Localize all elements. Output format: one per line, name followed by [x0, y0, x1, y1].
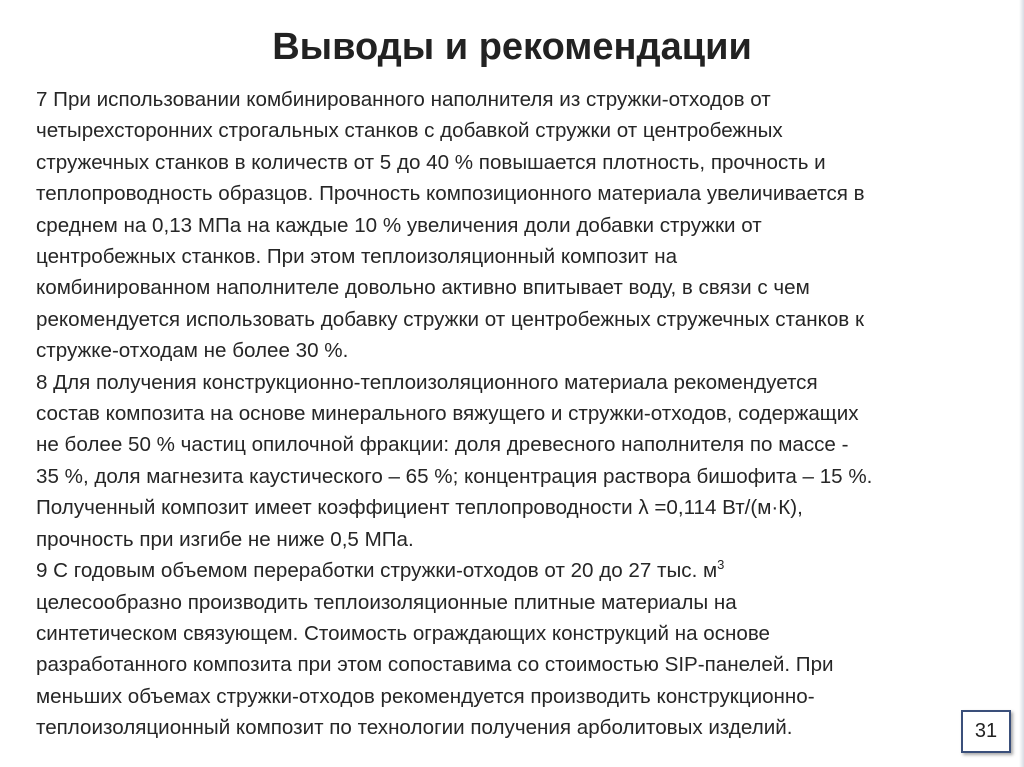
slide-title: Выводы и рекомендации	[272, 26, 752, 68]
text-line: среднем на 0,13 МПа на каждые 10 % увеличения доли добавки стружки от	[36, 213, 762, 237]
text-line: 35 %, доля магнезита каустического – 65 %; концентрация раствора бишофита – 15 %.	[36, 464, 873, 488]
text-line: стружечных станков в количеств от 5 до 40 % повышается плотность, прочность и	[36, 150, 826, 174]
slide-body	[36, 84, 996, 744]
text-line: 7 При использовании комбинированного наполнителя из стружки-отходов от	[36, 88, 771, 111]
text-line: комбинированном наполнителе довольно активно впитывает воду, в связи с чем	[36, 276, 810, 300]
text-line-main: 9 С годовым объемом переработки стружки-отходов от 20 до 27 тыс. м	[36, 559, 718, 583]
text-line: прочность при изгибе не ниже 0,5 МПа.	[36, 527, 414, 551]
text-line: стружке-отходам не более 30 %.	[36, 339, 349, 363]
text-line: синтетическом связующем. Стоимость ограждающих конструкций на основе	[36, 621, 770, 645]
page-number: 31	[974, 720, 998, 742]
superscript: 3	[717, 557, 725, 573]
text-line-with-superscript	[36, 555, 996, 586]
paragraph-8	[36, 367, 996, 555]
text-line: центробежных станков. При этом теплоизоляционный композит на	[36, 245, 678, 269]
slide-right-edge	[1019, 0, 1024, 767]
page-number-box	[961, 710, 1011, 753]
paragraph-7	[36, 84, 996, 367]
text-line: четырехсторонних строгальных станков с добавкой стружки от центробежных	[36, 119, 783, 143]
text-line: состав композита на основе минерального вяжущего и стружки-отходов, содержащих	[36, 402, 859, 426]
text-line: не более 50 % частиц опилочной фракции: доля древесного наполнителя по массе -	[36, 433, 849, 457]
text-line: 8 Для получения конструкционно-теплоизоляционного материала рекомендуется	[36, 370, 818, 394]
text-line: Полученный композит имеет коэффициент теплопроводности λ =0,114 Вт/(м·К),	[36, 496, 803, 520]
text-line: рекомендуется использовать добавку стружки от центробежных стружечных станков к	[36, 307, 864, 331]
text-line: разработанного композита при этом сопоставима со стоимостью SIP-панелей. При	[36, 653, 834, 677]
paragraph-9	[36, 555, 996, 743]
text-line: теплопроводность образцов. Прочность композиционного материала увеличивается в	[36, 182, 865, 206]
text-line: меньших объемах стружки-отходов рекомендуется производить конструкционно-	[36, 684, 815, 708]
text-line: теплоизоляционный композит по технологии получения арболитовых изделий.	[36, 716, 793, 740]
text-line: целесообразно производить теплоизоляционные плитные материалы на	[36, 590, 737, 614]
